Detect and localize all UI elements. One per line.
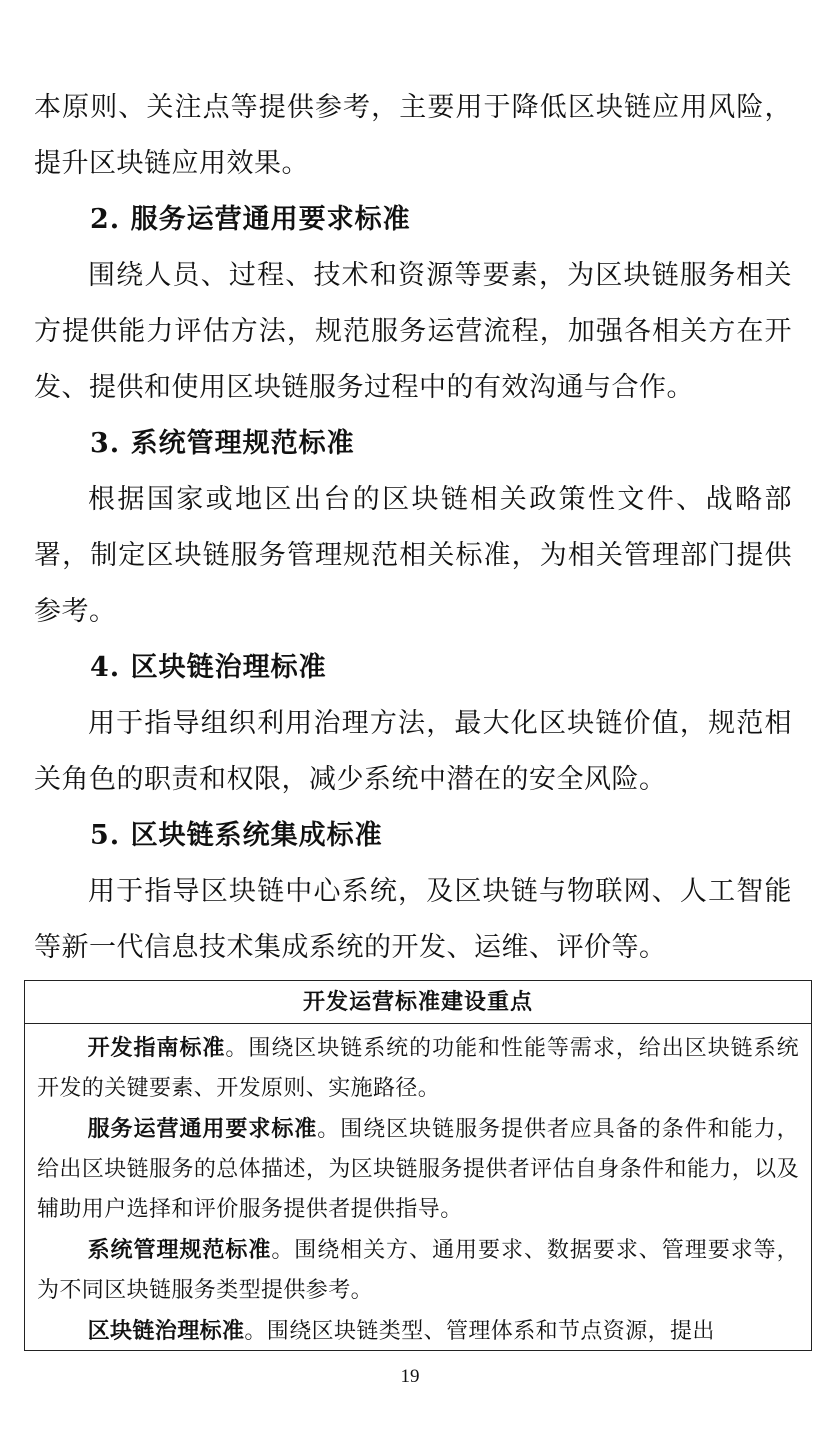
box-item-term: 服务运营通用要求标准 — [87, 1116, 318, 1142]
box-item-term: 系统管理规范标准 — [87, 1237, 272, 1263]
section-heading: 4. 区块链治理标准 — [90, 652, 327, 683]
box-body — [25, 1024, 811, 1351]
section-paragraph: 围绕人员、过程、技术和资源等要素，为区块链服务相关方提供能力评估方法，规范服务运营流程，加强各相关方在开发、提供和使用区块链服务过程中的有效沟通与合作。 — [34, 260, 792, 403]
box-item-term: 区块链治理标准 — [87, 1318, 245, 1344]
section-paragraph: 用于指导组织利用治理方法，最大化区块链价值，规范相关角色的职责和权限，减少系统中潜在的安全风险。 — [34, 708, 792, 795]
section-heading: 3. 系统管理规范标准 — [90, 428, 355, 459]
box-item-text: 。围绕相关方、通用要求、数据要求、管理要求等，为不同区块链服务类型提供参考。 — [37, 1238, 799, 1303]
section-paragraph: 用于指导区块链中心系统，及区块链与物联网、人工智能等新一代信息技术集成系统的开发、运维、评价等。 — [34, 876, 792, 963]
section-heading: 5. 区块链系统集成标准 — [90, 820, 383, 851]
box-item-term: 开发指南标准 — [87, 1035, 226, 1061]
box-item — [37, 1230, 799, 1311]
box-item-text: 。围绕区块链系统的功能和性能等需求，给出区块链系统开发的关键要素、开发原则、实施路径。 — [37, 1036, 799, 1101]
box-item — [37, 1311, 799, 1351]
section-paragraph: 根据国家或地区出台的区块链相关政策性文件、战略部署，制定区块链服务管理规范相关标准，为相关管理部门提供参考。 — [34, 484, 792, 627]
box-item-text: 。围绕区块链类型、管理体系和节点资源，提出 — [244, 1319, 715, 1344]
key-points-box — [24, 980, 812, 1351]
box-item-text: 。围绕区块链服务提供者应具备的条件和能力，给出区块链服务的总体描述，为区块链服务提供者评估自身条件和能力，以及辅助用户选择和评价服务提供者提供指导。 — [37, 1117, 799, 1222]
box-title: 开发运营标准建设重点 — [25, 981, 811, 1024]
main-text — [34, 80, 792, 976]
page-number: 19 — [400, 1366, 420, 1387]
box-item — [37, 1028, 799, 1109]
box-item — [37, 1109, 799, 1230]
section-heading: 2. 服务运营通用要求标准 — [90, 204, 411, 235]
continued-paragraph: 本原则、关注点等提供参考，主要用于降低区块链应用风险，提升区块链应用效果。 — [34, 92, 792, 179]
